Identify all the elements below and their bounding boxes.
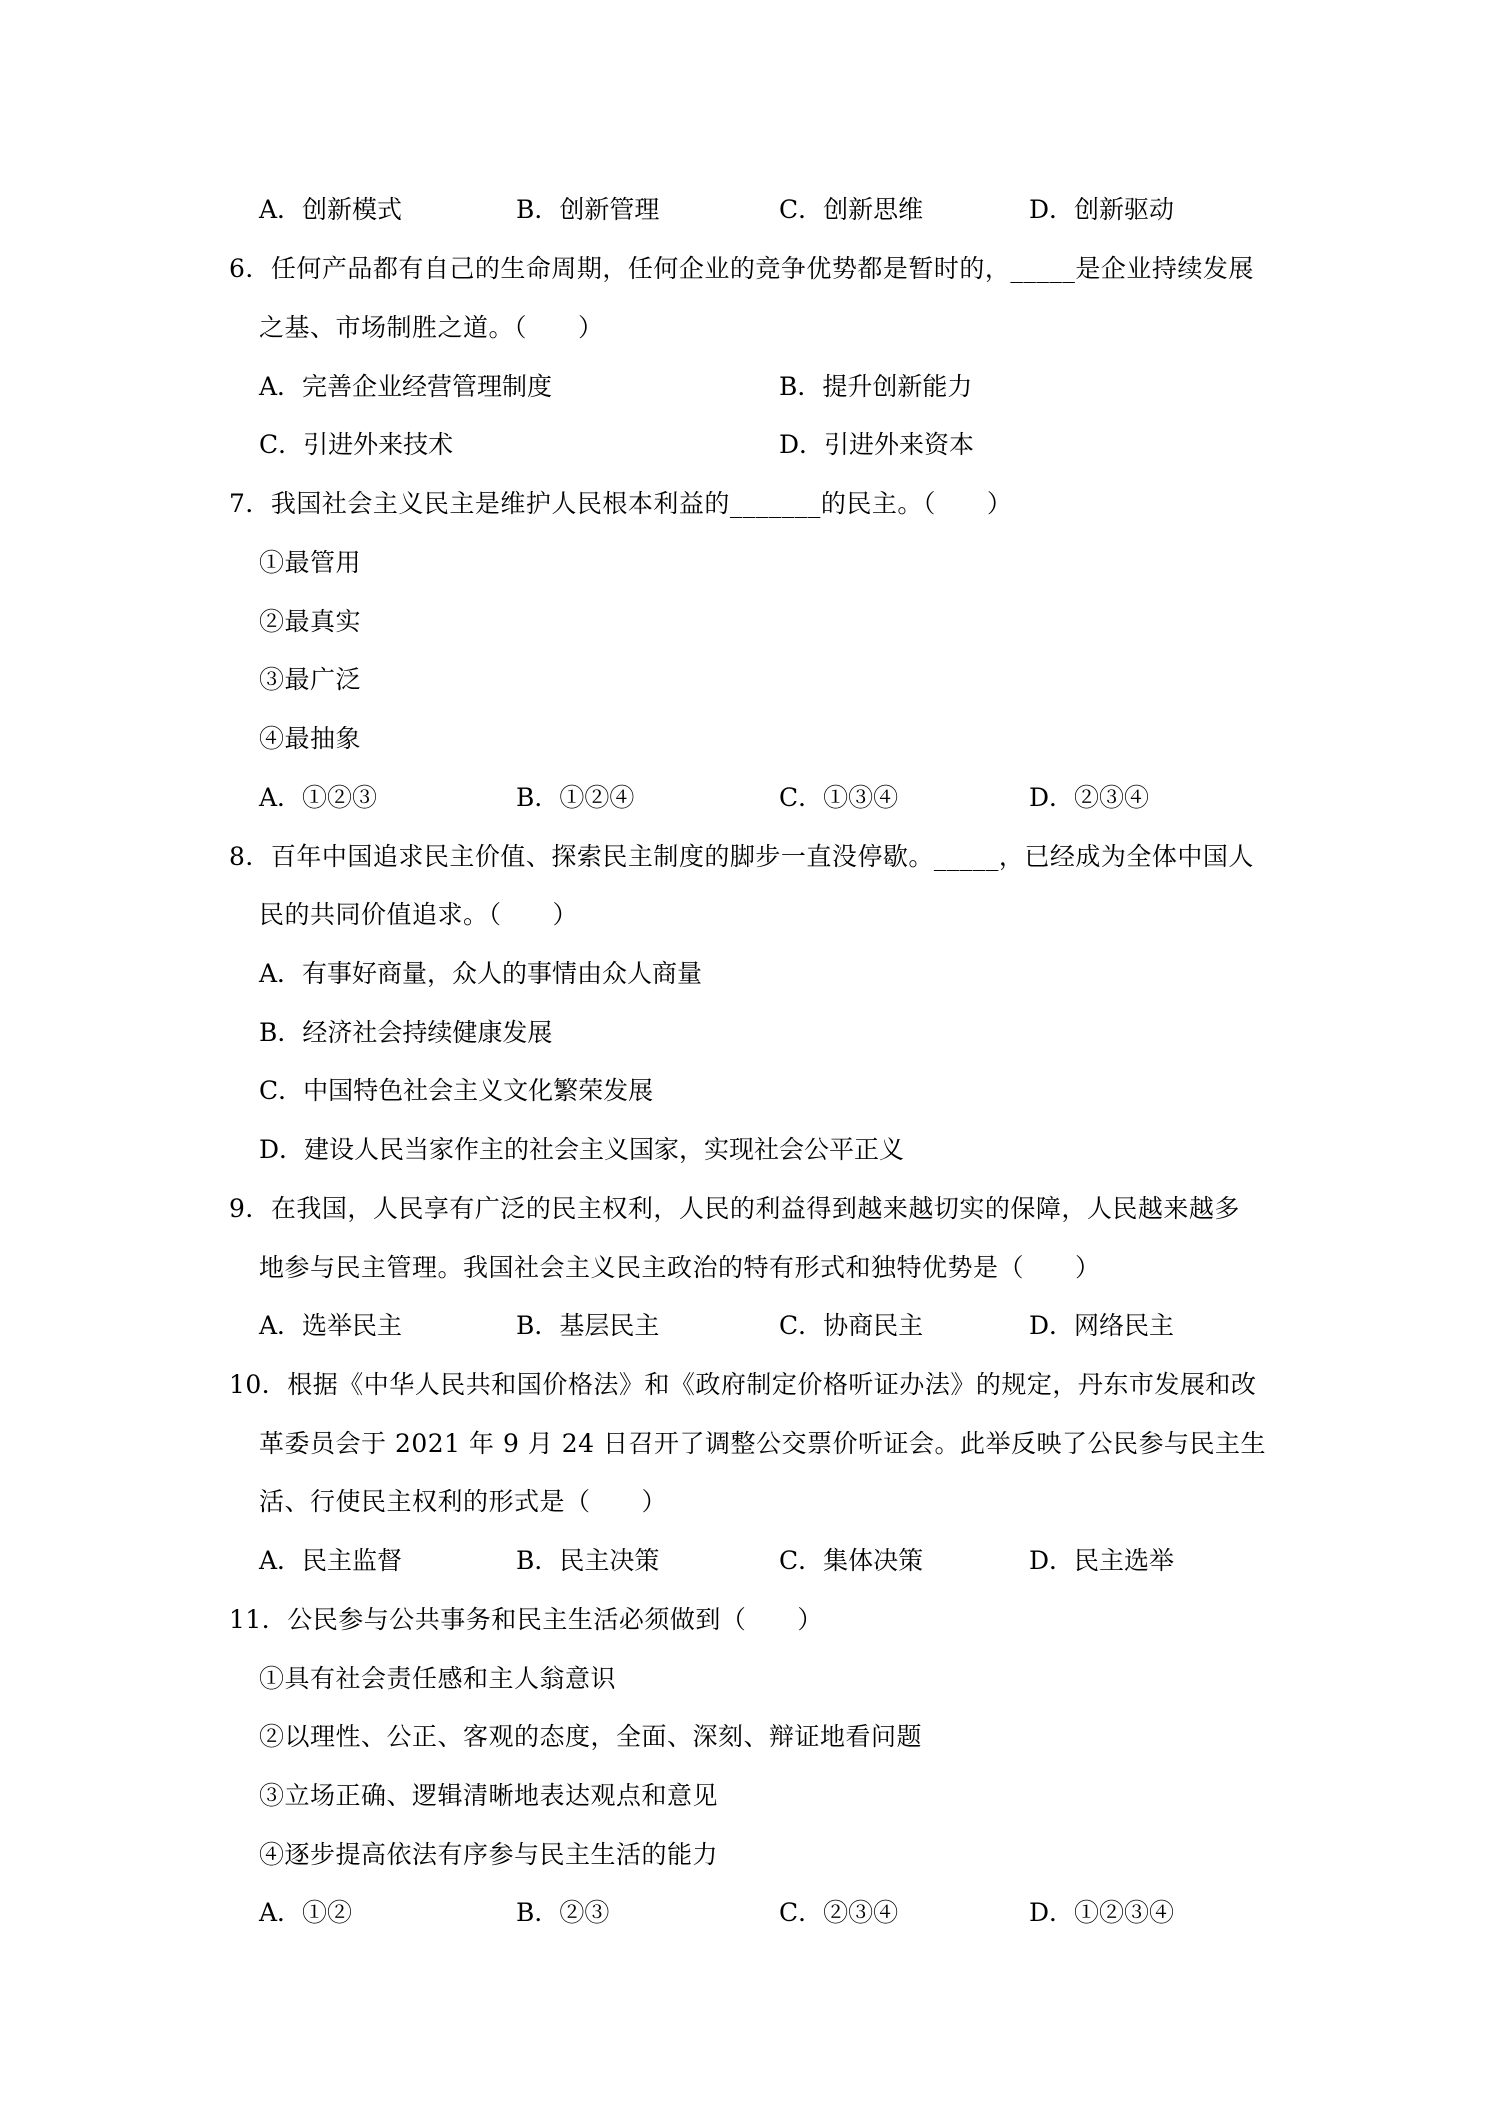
- q6-stem-line2: 之基、市场制胜之道。（ ）: [259, 313, 604, 342]
- q5-option-a: A．创新模式: [259, 195, 403, 224]
- q6-option-a: A．完善企业经营管理制度: [259, 372, 553, 401]
- q8-stem-line1: 8．百年中国追求民主价值、探索民主制度的脚步一直没停歇。_____，已经成为全体中国人: [229, 842, 1254, 871]
- q8-option-d: D．建设人民当家作主的社会主义国家，实现社会公平正义: [259, 1135, 905, 1164]
- q11-option-b: B．②③: [516, 1898, 610, 1927]
- q10-stem-line2: 革委员会于 2021 年 9 月 24 日召开了调整公交票价听证会。此举反映了公民参与民主生: [259, 1429, 1267, 1458]
- q7-option-a: A．①②③: [259, 783, 378, 812]
- q7-item-3: ③最广泛: [259, 665, 362, 694]
- q10-option-b: B．民主决策: [516, 1546, 660, 1575]
- q9-option-c: C．协商民主: [779, 1311, 924, 1340]
- q5-option-d: D．创新驱动: [1029, 195, 1175, 224]
- q11-item-4: ④逐步提高依法有序参与民主生活的能力: [259, 1840, 719, 1869]
- q11-item-2: ②以理性、公正、客观的态度，全面、深刻、辩证地看问题: [259, 1722, 923, 1751]
- q11-item-1: ①具有社会责任感和主人翁意识: [259, 1664, 617, 1693]
- q7-stem-line1: 7．我国社会主义民主是维护人民根本利益的_______的民主。（ ）: [229, 489, 1013, 518]
- q7-option-c: C．①③④: [779, 783, 899, 812]
- q6-option-c: C．引进外来技术: [259, 430, 454, 459]
- q7-item-2: ②最真实: [259, 607, 362, 636]
- q5-option-c: C．创新思维: [779, 195, 924, 224]
- q9-option-b: B．基层民主: [516, 1311, 660, 1340]
- q6-stem-line1: 6．任何产品都有自己的生命周期，任何企业的竞争优势都是暂时的，_____是企业持续发展: [229, 254, 1254, 283]
- q7-item-1: ①最管用: [259, 548, 362, 577]
- q11-item-3: ③立场正确、逻辑清晰地表达观点和意见: [259, 1781, 719, 1810]
- q11-stem-line1: 11．公民参与公共事务和民主生活必须做到（ ）: [229, 1605, 823, 1634]
- q6-option-d: D．引进外来资本: [779, 430, 975, 459]
- q8-option-b: B．经济社会持续健康发展: [259, 1018, 553, 1047]
- q7-option-d: D．②③④: [1029, 783, 1150, 812]
- q7-option-b: B．①②④: [516, 783, 635, 812]
- q8-option-c: C．中国特色社会主义文化繁荣发展: [259, 1076, 654, 1105]
- q9-option-a: A．选举民主: [259, 1311, 403, 1340]
- q5-option-b: B．创新管理: [516, 195, 660, 224]
- q10-option-a: A．民主监督: [259, 1546, 403, 1575]
- q10-stem-line3: 活、行使民主权利的形式是（ ）: [259, 1487, 668, 1516]
- q6-option-b: B．提升创新能力: [779, 372, 973, 401]
- q7-item-4: ④最抽象: [259, 724, 362, 753]
- q10-option-d: D．民主选举: [1029, 1546, 1175, 1575]
- q8-stem-line2: 民的共同价值追求。（ ）: [259, 900, 579, 929]
- q11-option-c: C．②③④: [779, 1898, 899, 1927]
- q11-option-a: A．①②: [259, 1898, 353, 1927]
- q11-option-d: D．①②③④: [1029, 1898, 1175, 1927]
- q10-stem-line1: 10．根据《中华人民共和国价格法》和《政府制定价格听证办法》的规定，丹东市发展和改: [229, 1370, 1257, 1399]
- q9-stem-line1: 9．在我国，人民享有广泛的民主权利，人民的利益得到越来越切实的保障，人民越来越多: [229, 1194, 1240, 1223]
- q9-stem-line2: 地参与民主管理。我国社会主义民主政治的特有形式和独特优势是（ ）: [259, 1253, 1101, 1282]
- q8-option-a: A．有事好商量，众人的事情由众人商量: [259, 959, 703, 988]
- q10-option-c: C．集体决策: [779, 1546, 924, 1575]
- q9-option-d: D．网络民主: [1029, 1311, 1175, 1340]
